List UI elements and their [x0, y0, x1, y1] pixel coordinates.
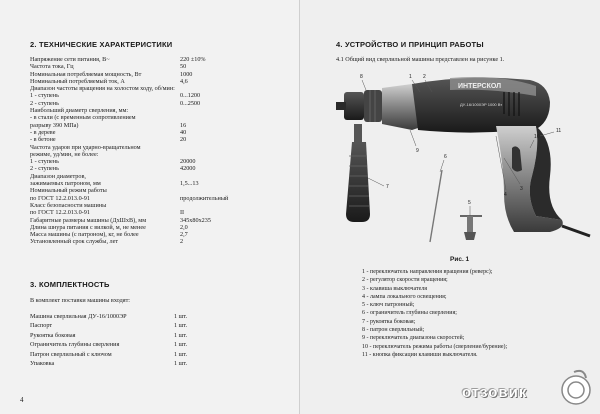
spec-label: 2 - ступень — [30, 99, 59, 107]
kit-section — [30, 296, 280, 369]
legend-item: 1 - переключатель направления вращения (реверс); — [362, 269, 493, 275]
kit-row — [30, 312, 280, 322]
spec-value: 16 — [180, 121, 187, 129]
kit-item-label: Машина сверлильная ДУ-16/1000ЭР — [30, 312, 127, 320]
legend-item: 6 - ограничитель глубины сверления; — [362, 310, 457, 317]
spec-row — [30, 238, 292, 245]
spec-label: Установленный срок службы, лет — [30, 238, 119, 246]
kit-item-label: Рукоятка боковая — [30, 331, 76, 339]
spec-row — [30, 180, 292, 187]
kit-heading: 3. КОМПЛЕКТНОСТЬ — [30, 280, 110, 289]
spec-row — [30, 144, 292, 151]
spec-row — [30, 195, 292, 202]
spec-row — [30, 158, 292, 165]
spec-value: 20000 — [180, 158, 196, 166]
figure-caption: Рис. 1 — [450, 256, 470, 263]
spec-label: 1 - ступень — [30, 92, 59, 100]
otzovik-logo-icon — [556, 368, 596, 408]
spec-row — [30, 78, 292, 85]
spec-row — [30, 122, 292, 129]
callout-6: 6 — [444, 154, 447, 160]
figure-intro: 4.1 Общий вид сверлильной машины представлен на рисунке 1. — [336, 56, 505, 63]
spec-label: Номинальный режим работы — [30, 187, 107, 195]
spec-label: Частота тока, Гц — [30, 63, 74, 71]
kit-item-qty: 1 шт. — [174, 331, 188, 339]
spec-row — [30, 202, 292, 209]
spec-label: Напряжение сети питания, В~ — [30, 56, 110, 63]
drill-model: ДУ-16/1000ЭР 1000 Вт — [460, 102, 503, 107]
spec-value: 345х80х235 — [180, 216, 211, 224]
spec-value: II — [180, 209, 185, 217]
callout-9: 9 — [416, 148, 419, 154]
legend-item: 11 - кнопка фиксации клавиши выключателя. — [362, 351, 478, 358]
drill-chuck — [336, 90, 382, 122]
spec-label: 2 - ступень — [30, 165, 59, 173]
spec-label: разрыву 390 МПа) — [30, 121, 79, 129]
device-heading: 4. УСТРОЙСТВО И ПРИНЦИП РАБОТЫ — [336, 40, 484, 49]
spec-row — [30, 187, 292, 194]
legend-item: 10 - переключатель режима работы (сверление/бурение); — [362, 343, 508, 350]
callout-2: 2 — [423, 74, 426, 80]
spec-row — [30, 217, 292, 224]
spec-label: Номинальный потребляемый ток, А — [30, 77, 125, 85]
spec-label: Габаритные размеры машины (ДхШхВ), мм — [30, 216, 147, 224]
chuck-key — [460, 216, 482, 240]
spec-label: по ГОСТ 12.2.013.0-91 — [30, 194, 90, 202]
kit-row — [30, 340, 280, 350]
spec-row — [30, 71, 292, 78]
spec-value: 4,6 — [180, 77, 188, 85]
gear-housing — [382, 84, 418, 130]
legend-item: 9 - переключатель диапазона скоростей; — [362, 335, 465, 342]
legend-item: 8 - патрон сверлильный; — [362, 327, 425, 334]
spec-row — [30, 114, 292, 121]
spec-label: Длина шнура питания с вилкой, м, не менее — [30, 223, 146, 231]
callout-1: 1 — [409, 74, 412, 80]
spec-label: Диапазон диаметров, — [30, 172, 86, 180]
spec-row — [30, 231, 292, 238]
spec-label: Класс безопасности машины — [30, 201, 107, 209]
spec-row — [30, 92, 292, 99]
kit-item-label: Паспорт — [30, 322, 53, 329]
spec-row — [30, 56, 292, 63]
spec-label: Диапазон частоты вращения на холостом ходу, об/мин: — [30, 85, 175, 93]
spec-label: Номинальная потребляемая мощность, Вт — [30, 70, 142, 78]
spec-value: 50 — [180, 63, 187, 71]
callout-10: 10 — [534, 134, 540, 140]
page-number: 4 — [20, 396, 24, 404]
legend-item: 4 - лампа локального освещения; — [362, 293, 447, 300]
drill-brand: ИНТЕРСКОЛ — [458, 83, 502, 90]
legend-item: 5 - ключ патронный; — [362, 302, 415, 309]
legend-item: 2 - регулятор скорости вращения; — [362, 277, 448, 284]
spec-label: Частота ударов при ударно-вращательном — [30, 143, 141, 151]
callout-8: 8 — [360, 74, 363, 80]
legend-item: 3 - клавиша выключателя — [362, 285, 427, 292]
callout-7: 7 — [386, 184, 389, 190]
spec-value: 0...1200 — [180, 92, 201, 100]
spec-row — [30, 151, 292, 158]
spec-value: 20 — [180, 136, 187, 144]
kit-item-qty: 1 шт. — [174, 341, 188, 348]
kit-item-label: Патрон сверлильный с ключом — [30, 350, 112, 358]
kit-list — [30, 312, 280, 369]
kit-item-label: Ограничитель глубины сверления — [30, 341, 120, 348]
callout-5: 5 — [468, 200, 471, 206]
depth-gauge — [430, 170, 442, 242]
otzovik-watermark: отзовик — [462, 384, 528, 401]
kit-item-label: Упаковка — [30, 360, 55, 367]
spec-label: Наибольший диаметр сверления, мм: — [30, 107, 129, 115]
kit-row — [30, 350, 280, 360]
spec-row — [30, 85, 292, 92]
callout-11: 11 — [556, 128, 562, 134]
spec-row — [30, 165, 292, 172]
kit-row — [30, 331, 280, 341]
callout-3: 3 — [520, 186, 523, 192]
drill-figure — [300, 66, 600, 256]
spec-value: 2,0 — [180, 223, 188, 231]
spec-label: зажимаемых патроном, мм — [30, 180, 101, 188]
legend-item: 7 - рукоятка боковая; — [362, 318, 416, 325]
kit-row — [30, 359, 280, 369]
spec-label: 1 - ступень — [30, 158, 59, 166]
spec-label: - в стали (с временным сопротивлением — [30, 114, 136, 122]
side-handle — [346, 124, 370, 222]
spec-label: - в дереве — [30, 128, 56, 136]
spec-label: по ГОСТ 12.2.013.0-91 — [30, 209, 90, 217]
spec-row — [30, 129, 292, 136]
spec-value: 1000 — [180, 70, 193, 78]
spec-value: 42000 — [180, 165, 196, 173]
spec-value: 2 — [180, 238, 184, 246]
spec-row — [30, 63, 292, 70]
specs-heading: 2. ТЕХНИЧЕСКИЕ ХАРАКТЕРИСТИКИ — [30, 40, 173, 49]
spec-label: Масса машины (с патроном), кг, не более — [30, 231, 139, 239]
power-cord — [562, 226, 590, 236]
kit-item-qty: 1 шт. — [174, 360, 188, 367]
spec-row — [30, 107, 292, 114]
spec-row — [30, 209, 292, 216]
spec-value: 2,7 — [180, 231, 188, 239]
spec-label: режиме, уд/мин, не более: — [30, 150, 99, 158]
kit-row — [30, 321, 280, 331]
kit-item-qty: 1 шт. — [174, 322, 188, 329]
specs-list — [30, 56, 292, 246]
spec-value: 1,5...13 — [180, 180, 199, 188]
figure-legend — [362, 268, 594, 359]
callout-4: 4 — [504, 192, 507, 198]
spec-value: 0...2500 — [180, 99, 201, 107]
kit-intro: В комплект поставки машины входят: — [30, 297, 131, 304]
spec-value: 40 — [180, 128, 187, 136]
spec-label: - в бетоне — [30, 136, 56, 144]
spec-value: продолжительный — [180, 194, 229, 202]
spec-row — [30, 100, 292, 107]
spec-row — [30, 224, 292, 231]
kit-item-qty: 1 шт. — [174, 312, 188, 320]
spec-value: 220 ±10% — [180, 56, 206, 63]
spec-row — [30, 173, 292, 180]
kit-item-qty: 1 шт. — [174, 350, 188, 358]
spec-row — [30, 136, 292, 143]
